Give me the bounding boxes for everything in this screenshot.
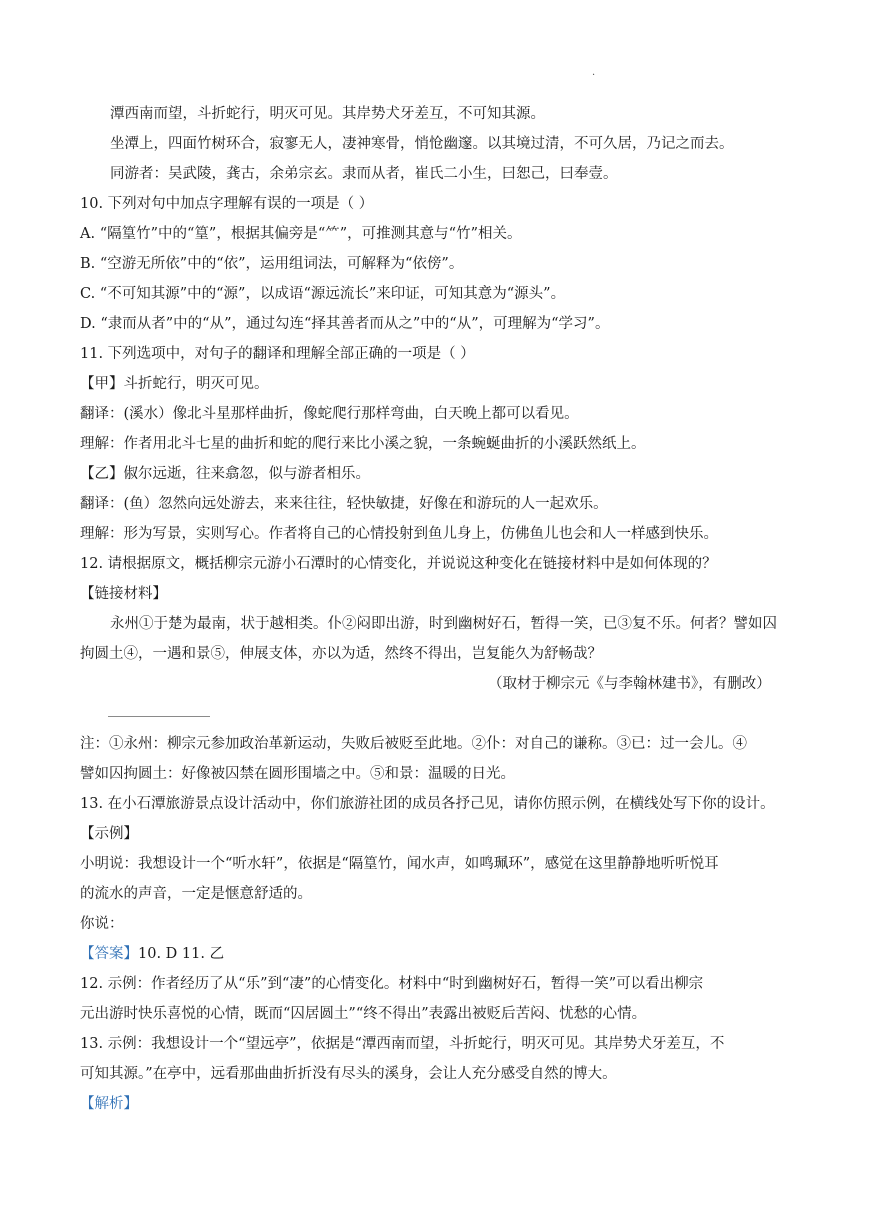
q12-source: （取材于柳宗元《与李翰林建书》，有删改）	[488, 676, 771, 692]
q12-material-line-2: 拘圆土④，一遇和景⑤，伸展支体，亦以为适，然终不得出，岂复能久为舒畅哉？	[80, 646, 602, 662]
q10-option-c: C. “不可知其源”中的“源”，以成语“源远流长”来印证，可知其意为“源头”。	[80, 286, 566, 302]
passage-line-3: 同游者：吴武陵，龚古，余弟宗玄。隶而从者，崔氏二小生，曰恕己，曰奉壹。	[110, 166, 618, 182]
q12-stem: 12. 请根据原文，概括柳宗元游小石潭时的心情变化，并说说这种变化在链接材料中是如何体现的？	[80, 556, 717, 572]
q13-example-label: 【示例】	[80, 826, 138, 842]
notes-line-1: 注：①永州：柳宗元参加政治革新运动，失败后被贬至此地。②仆：对自己的谦称。③已：过一会儿。④	[80, 736, 747, 752]
passage-line-1: 潭西南而望，斗折蛇行，明灭可见。其岸势犬牙差互，不可知其源。	[110, 106, 545, 122]
q11-jia-translation: 翻译：(溪水）像北斗星那样曲折，像蛇爬行那样弯曲，白天晚上都可以看见。	[80, 406, 579, 422]
answer-13-line-2: 可知其源。”在亭中，远看那曲曲折折没有尽头的溪身，会让人充分感受自然的博大。	[80, 1066, 617, 1082]
q10-stem: 10. 下列对句中加点字理解有误的一项是（ ）	[80, 196, 374, 212]
answer-13-line-1: 13. 示例：我想设计一个“望远亭”，依据是“潭西南而望，斗折蛇行，明灭可见。其岸势犬牙差互，不	[80, 1036, 725, 1052]
q11-jia-label: 【甲】斗折蛇行，明灭可见。	[80, 376, 269, 392]
q12-material-line-1: 永州①于楚为最南，状于越相类。仆②闷即出游，时到幽树好石，暂得一笑，已③复不乐。何者？譬如囚	[110, 616, 777, 632]
q13-stem: 13. 在小石潭旅游景点设计活动中，你们旅游社团的成员各抒己见，请你仿照示例，在横线处写下你的设计。	[80, 796, 775, 812]
header-mark: ·	[592, 70, 596, 81]
answer-choices: 10. D 11. 乙	[138, 946, 225, 962]
answer-12-line-2: 元出游时快乐喜悦的心情，既而“囚居圆土”“终不得出”表露出被贬后苦闷、忧愁的心情。	[80, 1006, 647, 1022]
q10-option-a: A. “隔篁竹”中的“篁”，根据其偏旁是“⺮”，可推测其意与“竹”相关。	[80, 226, 522, 242]
q10-option-d: D. “隶而从者”中的“从”，通过勾连“择其善者而从之”中的“从”，可理解为“学习”。	[80, 316, 610, 332]
answer-line	[80, 944, 224, 964]
analysis-label: 【解析】	[80, 1096, 138, 1112]
q11-yi-label: 【乙】俶尔远逝，往来翕忽，似与游者相乐。	[80, 466, 370, 482]
answer-12-line-1: 12. 示例：作者经历了从“乐”到“凄”的心情变化。材料中“时到幽树好石，暂得一笑”可以看出柳宗	[80, 976, 704, 992]
notes-line-2: 譬如囚拘圆土：好像被囚禁在圆形围墙之中。⑤和景：温暖的日光。	[80, 766, 515, 782]
passage-line-2: 坐潭上，四面竹树环合，寂寥无人，凄神寒骨，悄怆幽邃。以其境过清，不可久居，乃记之而去。	[110, 136, 734, 152]
q12-material-label: 【链接材料】	[80, 586, 167, 602]
q11-stem: 11. 下列选项中，对句子的翻译和理解全部正确的一项是（ ）	[80, 346, 475, 362]
q13-example-line-2: 的流水的声音，一定是惬意舒适的。	[80, 886, 312, 902]
q11-yi-understanding: 理解：形为写景，实则写心。作者将自己的心情投射到鱼儿身上，仿佛鱼儿也会和人一样感到快乐。	[80, 526, 718, 542]
q11-yi-translation: 翻译：(鱼）忽然向远处游去，来来往往，轻快敏捷，好像在和游玩的人一起欢乐。	[80, 496, 608, 512]
q13-you-say: 你说：	[80, 916, 124, 932]
q10-option-b: B. “空游无所依”中的“依”，运用组词法，可解释为“依傍”。	[80, 256, 464, 272]
answer-label: 【答案】	[80, 946, 138, 962]
q13-example-line-1: 小明说：我想设计一个“听水轩”，依据是“隔篁竹，闻水声，如鸣珮环”，感觉在这里静静地听听悦耳	[80, 856, 719, 872]
q11-jia-understanding: 理解：作者用北斗七星的曲折和蛇的爬行来比小溪之貌，一条蜿蜒曲折的小溪跃然纸上。	[80, 436, 646, 452]
footnote-divider	[108, 716, 210, 717]
